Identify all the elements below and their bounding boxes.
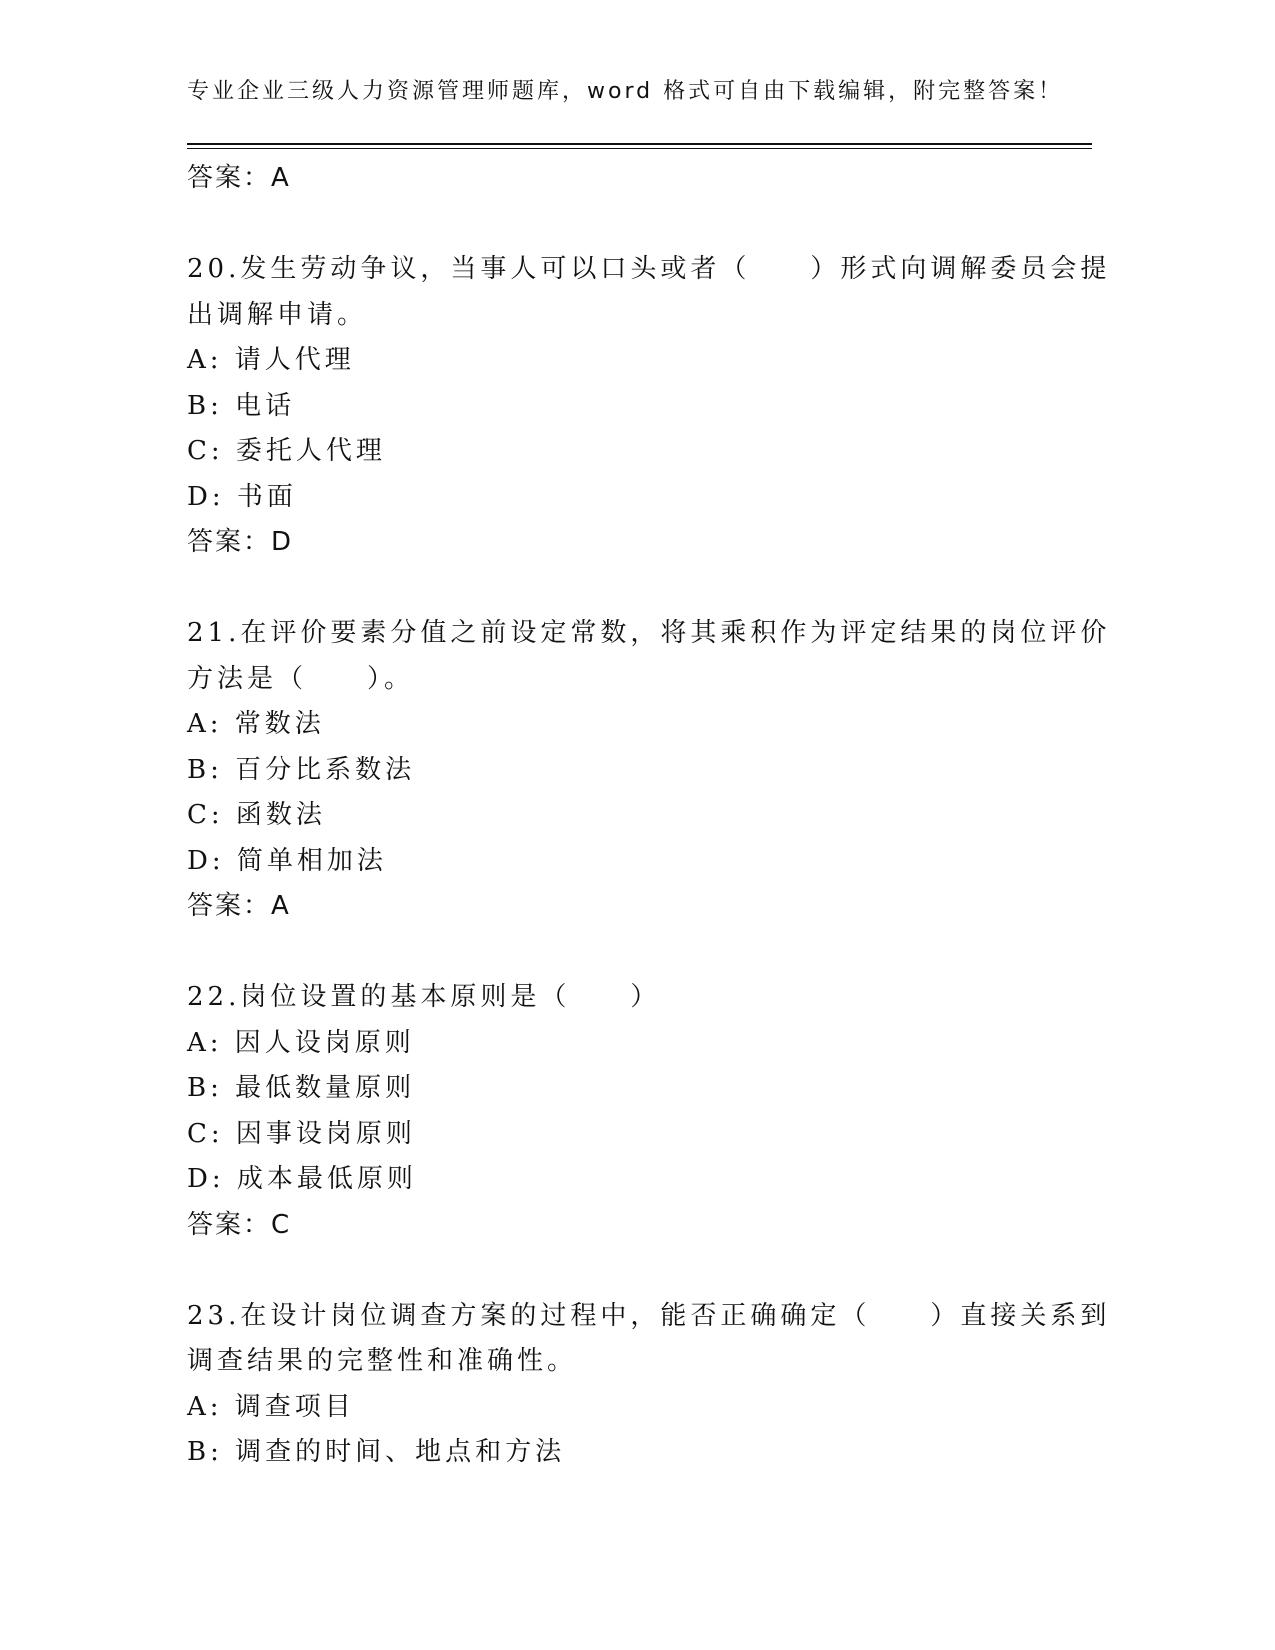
- question-block: [187, 975, 1067, 1248]
- option-c: C: 函数法: [187, 800, 326, 830]
- option-d: D: 简单相加法: [187, 845, 387, 876]
- question-text: 调查结果的完整性和准确性。: [187, 1346, 578, 1376]
- header-rule-thick: [187, 143, 1092, 145]
- question-text: 22.岗位设置的基本原则是（ ）: [187, 982, 661, 1012]
- spacer: [187, 566, 1067, 612]
- question-text: 方法是（ ）。: [187, 663, 415, 694]
- option-d: D: 书面: [187, 481, 297, 512]
- question-text: 20.发生劳动争议，当事人可以口头或者（ ）形式向调解委员会提: [187, 254, 1111, 284]
- option-b: B: 调查的时间、地点和方法: [187, 1437, 566, 1467]
- question-text: 23.在设计岗位调查方案的过程中，能否正确确定（ ）直接关系到: [187, 1300, 1111, 1331]
- option-a: A: 请人代理: [187, 345, 355, 375]
- option-b: B: 最低数量原则: [187, 1073, 416, 1103]
- option-c: C: 委托人代理: [187, 436, 386, 466]
- spacer: [187, 202, 1067, 248]
- question-text: 出调解申请。: [187, 299, 368, 330]
- option-b: B: 电话: [187, 390, 296, 421]
- option-b: B: 百分比系数法: [187, 754, 416, 785]
- option-a: A: 调查项目: [187, 1391, 355, 1422]
- page-header: 专业企业三级人力资源管理师题库，word 格式可自由下载编辑，附完整答案！: [187, 79, 1064, 104]
- option-c: C: 因事设岗原则: [187, 1118, 416, 1149]
- header-rule-thin: [187, 148, 1092, 149]
- answer-line: 答案：A: [187, 163, 291, 193]
- question-block: [187, 611, 1111, 930]
- answer-line: 答案：A: [187, 891, 291, 921]
- question-block: [187, 1294, 1111, 1476]
- spacer: [187, 930, 1067, 976]
- answer-line: 答案：C: [187, 1209, 292, 1240]
- option-a: A: 常数法: [187, 709, 325, 739]
- question-block: [187, 247, 1111, 566]
- answer-line: 答案：D: [187, 527, 294, 557]
- question-list: [187, 156, 1111, 1476]
- option-a: A: 因人设岗原则: [187, 1027, 415, 1058]
- option-d: D: 成本最低原则: [187, 1164, 417, 1194]
- question-text: 21.在评价要素分值之前设定常数，将其乘积作为评定结果的岗位评价: [187, 618, 1111, 648]
- spacer: [187, 1248, 1067, 1294]
